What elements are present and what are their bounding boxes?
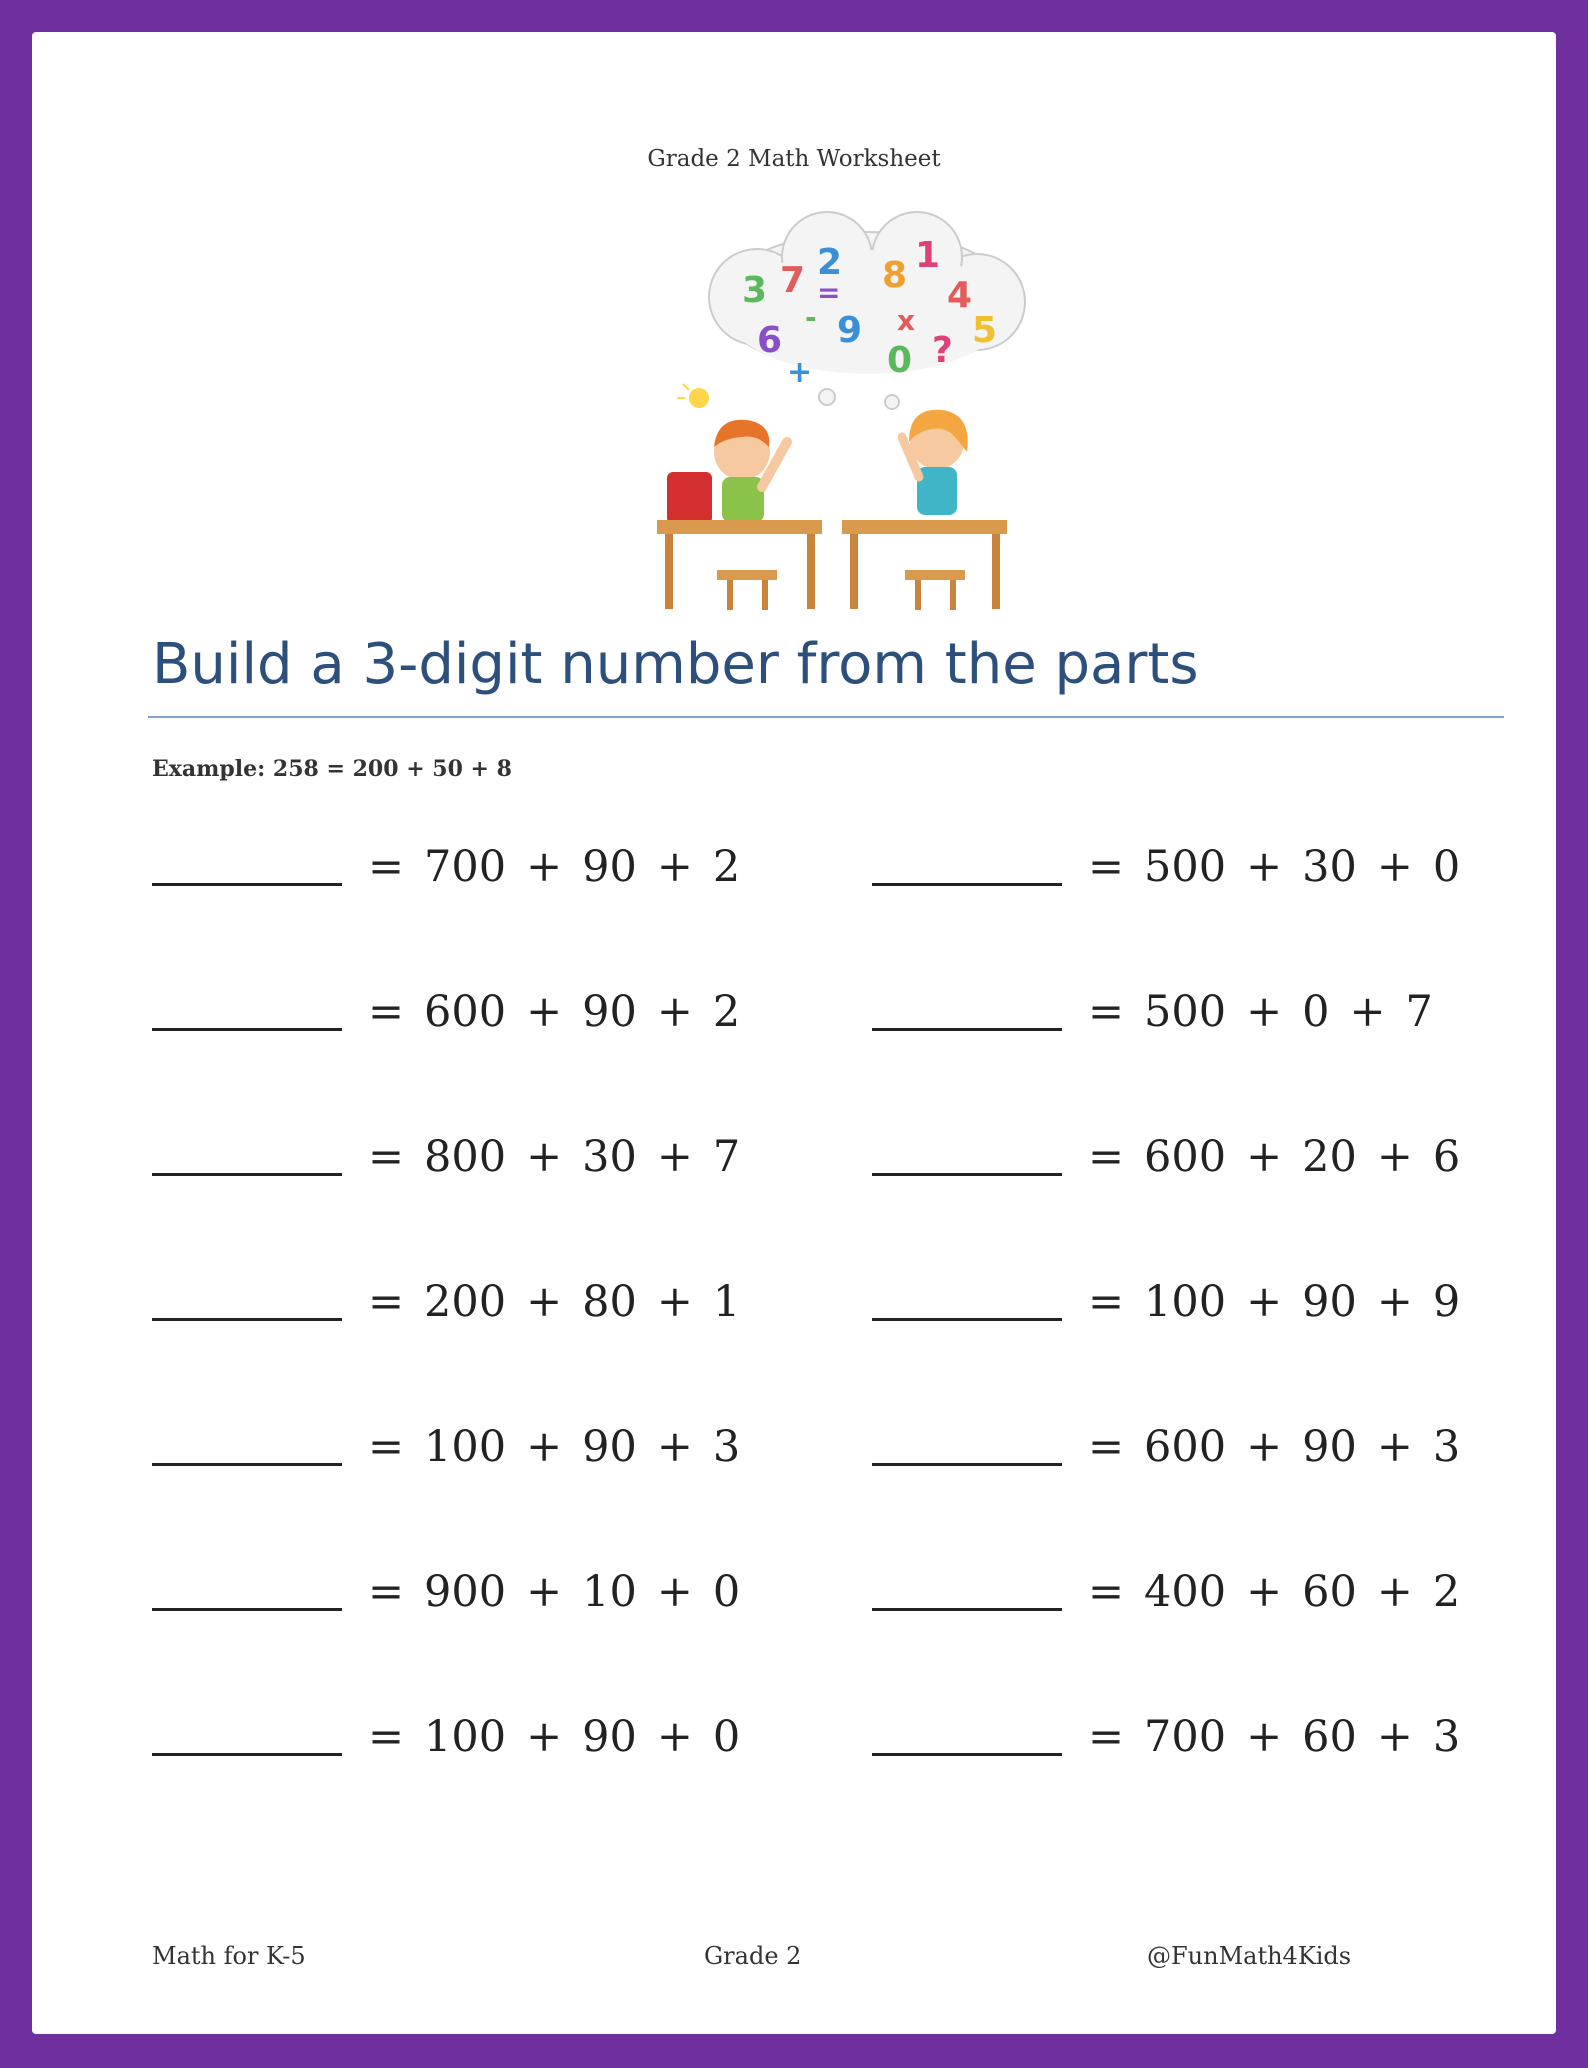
addend: 90 [1302, 1277, 1357, 1327]
addend: 90 [1302, 1422, 1357, 1472]
plus-sign: + [1349, 987, 1386, 1037]
girl-figure [902, 410, 968, 515]
addend: 0 [1302, 987, 1330, 1037]
problem-expression [368, 1132, 760, 1182]
addend: 600 [1144, 1132, 1227, 1182]
plus-sign: + [1246, 842, 1283, 892]
problem-row [152, 822, 760, 892]
problem-row [152, 967, 760, 1037]
problem-expression [368, 1277, 760, 1327]
problem-expression [1088, 1132, 1480, 1182]
addend: 0 [712, 1567, 741, 1617]
plus-sign: + [1376, 1277, 1413, 1327]
equals-sign: = [368, 1567, 405, 1617]
equals-sign: = [1088, 1712, 1125, 1762]
addend: 7 [1405, 987, 1433, 1037]
plus-sign: + [656, 987, 693, 1037]
plus-sign: + [1376, 1422, 1413, 1472]
problem-row [872, 1547, 1480, 1617]
addend: 7 [712, 1132, 741, 1182]
plus-sign: + [1246, 1132, 1283, 1182]
boy-figure [667, 420, 787, 524]
addend: 2 [712, 987, 741, 1037]
footer-right: @FunMath4Kids [1147, 1942, 1352, 1970]
addend: 100 [424, 1712, 507, 1762]
addend: 10 [582, 1567, 637, 1617]
footer-center: Grade 2 [704, 1942, 802, 1970]
equals-sign: = [1088, 1132, 1125, 1182]
equals-sign: = [368, 1422, 405, 1472]
plus-sign: + [1246, 1712, 1283, 1762]
kids-thinking-illustration [647, 202, 1047, 622]
plus-sign: + [526, 1422, 563, 1472]
problem-row [152, 1547, 760, 1617]
cloud-digit: 9 [837, 310, 863, 351]
answer-blank[interactable] [872, 1604, 1062, 1611]
cloud-digit: = [817, 276, 841, 309]
problem-row [152, 1692, 760, 1762]
cloud-digit: - [805, 301, 817, 334]
addend: 60 [1302, 1567, 1357, 1617]
cloud-digit: 8 [882, 255, 908, 296]
cloud-digit: 5 [972, 310, 998, 351]
problem-row [152, 1402, 760, 1472]
equals-sign: = [368, 1712, 405, 1762]
plus-sign: + [1376, 1567, 1413, 1617]
addend: 900 [424, 1567, 507, 1617]
cloud-digit: 4 [947, 275, 973, 316]
addend: 500 [1144, 842, 1227, 892]
cloud-digit: 1 [915, 235, 941, 276]
cloud-digit: 7 [780, 260, 806, 301]
problem-expression [368, 1712, 760, 1762]
equals-sign: = [368, 1132, 405, 1182]
problem-row [872, 1692, 1480, 1762]
plus-sign: + [656, 1712, 693, 1762]
answer-blank[interactable] [872, 1169, 1062, 1176]
problem-row [152, 1257, 760, 1327]
addend: 3 [712, 1422, 741, 1472]
plus-sign: + [1376, 1712, 1413, 1762]
addend: 9 [1432, 1277, 1461, 1327]
cloud-digit: x [897, 304, 916, 337]
cloud-digit: ? [932, 330, 953, 371]
plus-sign: + [1246, 987, 1283, 1037]
problem-expression [368, 1422, 760, 1472]
plus-sign: + [526, 842, 563, 892]
answer-blank[interactable] [152, 1459, 342, 1466]
answer-blank[interactable] [872, 1459, 1062, 1466]
problem-expression [368, 987, 760, 1037]
cloud-digit: 6 [757, 320, 783, 361]
equals-sign: = [1088, 1277, 1125, 1327]
addend: 6 [1432, 1132, 1461, 1182]
cloud-digit: + [787, 355, 813, 390]
plus-sign: + [656, 1132, 693, 1182]
addend: 80 [582, 1277, 637, 1327]
plus-sign: + [526, 1132, 563, 1182]
cloud-digit: 3 [742, 270, 768, 311]
problem-row [872, 822, 1480, 892]
problem-expression [1088, 987, 1453, 1037]
plus-sign: + [656, 842, 693, 892]
problem-expression [1088, 1422, 1480, 1472]
problem-expression [368, 842, 760, 892]
plus-sign: + [656, 1567, 693, 1617]
addend: 90 [582, 842, 637, 892]
answer-blank[interactable] [152, 1604, 342, 1611]
problem-expression [1088, 842, 1480, 892]
addend: 100 [1144, 1277, 1227, 1327]
answer-blank[interactable] [152, 879, 342, 886]
title-divider [148, 716, 1504, 718]
answer-blank[interactable] [152, 1169, 342, 1176]
plus-sign: + [1246, 1567, 1283, 1617]
addend: 0 [1432, 842, 1461, 892]
addend: 800 [424, 1132, 507, 1182]
cloud-digit: 0 [887, 340, 913, 381]
addend: 100 [424, 1422, 507, 1472]
answer-blank[interactable] [872, 1024, 1062, 1031]
addend: 500 [1144, 987, 1227, 1037]
equals-sign: = [368, 842, 405, 892]
addend: 90 [582, 987, 637, 1037]
equals-sign: = [1088, 1567, 1125, 1617]
equals-sign: = [1088, 987, 1125, 1037]
worksheet-page [32, 32, 1556, 2034]
answer-blank[interactable] [152, 1024, 342, 1031]
addend: 600 [1144, 1422, 1227, 1472]
answer-blank[interactable] [872, 1749, 1062, 1756]
plus-sign: + [1376, 1132, 1413, 1182]
plus-sign: + [656, 1277, 693, 1327]
problem-expression [1088, 1567, 1480, 1617]
cloud-digit: 2 [817, 242, 843, 283]
answer-blank[interactable] [152, 1314, 342, 1321]
addend: 400 [1144, 1567, 1227, 1617]
problem-row [152, 1112, 760, 1182]
addend: 200 [424, 1277, 507, 1327]
addend: 1 [712, 1277, 741, 1327]
problem-row [872, 967, 1453, 1037]
equals-sign: = [1088, 1422, 1125, 1472]
plus-sign: + [1246, 1277, 1283, 1327]
answer-blank[interactable] [872, 879, 1062, 886]
plus-sign: + [526, 1567, 563, 1617]
addend: 3 [1432, 1422, 1461, 1472]
addend: 90 [582, 1712, 637, 1762]
problem-row [872, 1402, 1480, 1472]
plus-sign: + [526, 1277, 563, 1327]
addend: 2 [712, 842, 741, 892]
addend: 0 [712, 1712, 741, 1762]
plus-sign: + [1246, 1422, 1283, 1472]
equals-sign: = [368, 987, 405, 1037]
plus-sign: + [656, 1422, 693, 1472]
addend: 700 [1144, 1712, 1227, 1762]
footer-left: Math for K-5 [152, 1942, 306, 1970]
problem-expression [368, 1567, 760, 1617]
desks [657, 520, 1007, 610]
worksheet-header: Grade 2 Math Worksheet [647, 146, 941, 172]
addend: 30 [1302, 842, 1357, 892]
plus-sign: + [526, 1712, 563, 1762]
addend: 600 [424, 987, 507, 1037]
addend: 700 [424, 842, 507, 892]
problem-expression [1088, 1712, 1480, 1762]
problem-expression [1088, 1277, 1480, 1327]
equals-sign: = [368, 1277, 405, 1327]
equals-sign: = [1088, 842, 1125, 892]
addend: 30 [582, 1132, 637, 1182]
addend: 20 [1302, 1132, 1357, 1182]
addend: 2 [1432, 1567, 1461, 1617]
example-text: Example: 258 = 200 + 50 + 8 [152, 756, 512, 782]
worksheet-title: Build a 3-digit number from the parts [152, 632, 1199, 697]
addend: 90 [582, 1422, 637, 1472]
plus-sign: + [526, 987, 563, 1037]
addend: 3 [1432, 1712, 1461, 1762]
problem-row [872, 1257, 1480, 1327]
answer-blank[interactable] [152, 1749, 342, 1756]
addend: 60 [1302, 1712, 1357, 1762]
problem-row [872, 1112, 1480, 1182]
plus-sign: + [1376, 842, 1413, 892]
lightbulb-icon [677, 384, 709, 408]
answer-blank[interactable] [872, 1314, 1062, 1321]
